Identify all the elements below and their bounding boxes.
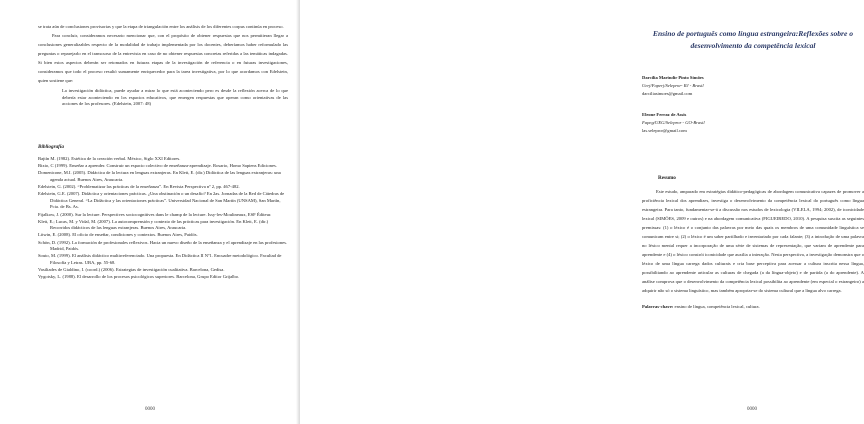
- author-block-1: [642, 74, 864, 99]
- article-title: Ensino de português como língua estrangeira:Reflexões sobre o desenvolvimento da competência lexical: [652, 29, 854, 50]
- abstract-heading: Resumo: [658, 175, 676, 182]
- author-affiliation: Uerj/Faperj/Selepror- RJ - Brasil: [642, 83, 704, 89]
- author-name: Eleone Ferraz de Assis: [642, 111, 687, 117]
- reference-item: Bixio, C (1999). Enseñar a aprender. Construir un espacio colectivo de enseñanza-aprendizaje. Rosario, Homo Sapiens Ediciones.: [38, 162, 277, 168]
- abstract-text: Este estudo, amparado em estratégias didático-pedagógicas de abordagem comunicativa capazes de promover a proficiência lexical dos aprendizes, investiga o desenvolvimento da competência lexical do português como língua estrangeira. Para tanto, fundamentar-se-á a discussão nos estudos de lexicologia (VILELA, 1994; 2002), de iconicidade lexical (SIMÕES, 2009 e outros) e na abordagem comunicativa (FIGUEIREDO, 2010). A pesquisa suscita as seguintes premissas: (1) o léxico é o conjunto das palavras por meio das quais os membros de uma comunidade linguística se comunicam entre si; (2) o léxico é um saber partilhado e inventariado por cada falante; (3) a introdução de uma palavra no léxico mental requer a incorporação de uma série de sistemas de representação, que variam de aprendente para aprendente e (4) o léxico constrói iconicidade que auxilia a interação. Nesta perspectiva, a investigação demonstra que o léxico de uma língua carrega dados culturais e cria base perceptiva para acessar a cultura inscrita nessa língua, possibilitando ao aprendente articular as culturas de chegada (a da língua-objeto) e de partida (a do aprendente). A análise comprova que o desenvolvimento da competência lexical possibilita ao aprendente (em especial o estrangeiro) a adquirir não só o sistema linguístico, mas também apropriar-se do sistema cultural que a língua alvo carrega.: [642, 189, 864, 294]
- keywords-text: ensino de língua, competência lexical, cultura.: [673, 304, 760, 310]
- bibliography-heading: Bibliografía: [38, 143, 64, 150]
- reference-item: Litwin, E. (2008). El oficio de enseñar, condiciones y contextos. Buenos Aires, Paidós.: [38, 232, 198, 238]
- reference-item: Edelstein, G. (2002). “Problematizar las prácticas de la enseñanza”. En Revista Perspectiva nº 2, pp. 467-482.: [38, 183, 240, 189]
- left-paragraph-1: se trata aún de conclusiones provisorias y que la etapa de triangulación entre los análisis de los diferentes corpus continúa en proceso.: [38, 24, 284, 29]
- right-page-number: 0000: [747, 407, 757, 412]
- author-name: Darcilia Marindir Pinto Simões: [642, 75, 704, 80]
- reference-item: Vasiliades de Gialdino, I. (coord.) (2006). Estrategias de investigación cualitativa. Barcelona, Gedisa.: [38, 267, 225, 273]
- author-email: darciliasimoes@gmail.com: [642, 91, 693, 97]
- reference-item: Klett, E.; Lucas, M. y Vidal, M. (2007). La autocomprensión y contexto de las prácticas para investigación. En Klett, E. (dir.) Recorridos didácticos de las lenguas extranjeras. Buenos Aires, Araucaria.: [38, 218, 269, 231]
- reference-item: Vygotsky, L. (1988). El desarrollo de los procesos psicológicos superiores. Barcelona, Grupo Editor Grijalbo.: [38, 274, 240, 280]
- block-quote: La investigación didáctica, puede ayudar a mirar lo que está aconteciendo pero es desde la reflexión acerca de lo que debería estar aconteciendo en los espacios educativos, que emergen respuestas que operan como orientativas de las acciones de los profesores. (Edelstein, 2007: 48): [62, 88, 288, 107]
- left-page: [0, 0, 300, 424]
- reference-item: Fijalkow, J. (2000). Sur la lecture. Perspectives sociocognitives dans le champ de la lecture. Issy-les-Moulineaux, ESF Éditeur.: [38, 211, 272, 217]
- reference-item: Schön, D. (1992). La formación de profesionales reflexivos. Hacia un nuevo diseño de la enseñanza y el aprendizaje en las profesiones. Madrid, Paidós.: [38, 239, 288, 252]
- right-page: [300, 0, 864, 424]
- reference-item: Edelstein, G.E. (2007). Didáctica y orientaciones prácticas. ¿Una obstinación o un desafío? En 2as. Jornadas de la Red de Cátedras de Didáctica General. “La Didáctica y las orientaciones prácticas”. Universidad Nacional de San Martín (UNSAM), San Martín, Pcia. de Bs. As.: [38, 191, 285, 210]
- reference-list: [38, 156, 288, 281]
- left-column: [38, 22, 288, 282]
- left-paragraph-2: Para concluir, consideramos necesario mencionar que, con el propósito de obtener respuestas que nos permitieran llegar a conclusiones generalizables respecto de la modalidad de trabajo implementada por los docentes, deberíamos haber reformulado las preguntas o reparejarlo en el transcurso de la entrevista en caso de no obtener respuestas concretas referidas a las temáticas indagadas. Si bien estos aspectos deberán ser retomados en futuras etapas de la investigación de referencia o en futuras investigaciones, consideramos que todo el proceso resultó sumamente enriquecedor para la tarea investigativa, por lo que acordamos con Edelstein, quien sostiene que:: [38, 33, 288, 83]
- reference-item: Bajtín M. (1982). Estética de la creación verbal. México, Siglo XXI Editores.: [38, 155, 181, 161]
- keywords-label: Palavras-chave:: [642, 304, 674, 310]
- author-block-2: [642, 111, 864, 136]
- left-page-number: 0000: [145, 407, 155, 412]
- keywords-line: [642, 302, 864, 311]
- reference-item: Domenicone, M.I. (2005). Didáctica de la lectura en lenguas extranjeras. En Klett, E. (dir.) Didáctica de las lenguas extranjeras: una agenda actual. Buenos Aires, Araucaria.: [38, 170, 281, 182]
- author-affiliation: Fapeg/UEG/Selepror - GO-Brasil: [642, 119, 705, 125]
- reference-item: Souto, M. (1999). El análisis didáctico multirreferenciado. Una propuesta. En Didáctica II Nº1. Encuadre metodológico. Facultad de Filosofía y Letras. UBA, pp. 55-68.: [38, 253, 282, 266]
- right-column: [642, 28, 864, 311]
- author-email: las.selepror@gmail.com: [642, 128, 687, 134]
